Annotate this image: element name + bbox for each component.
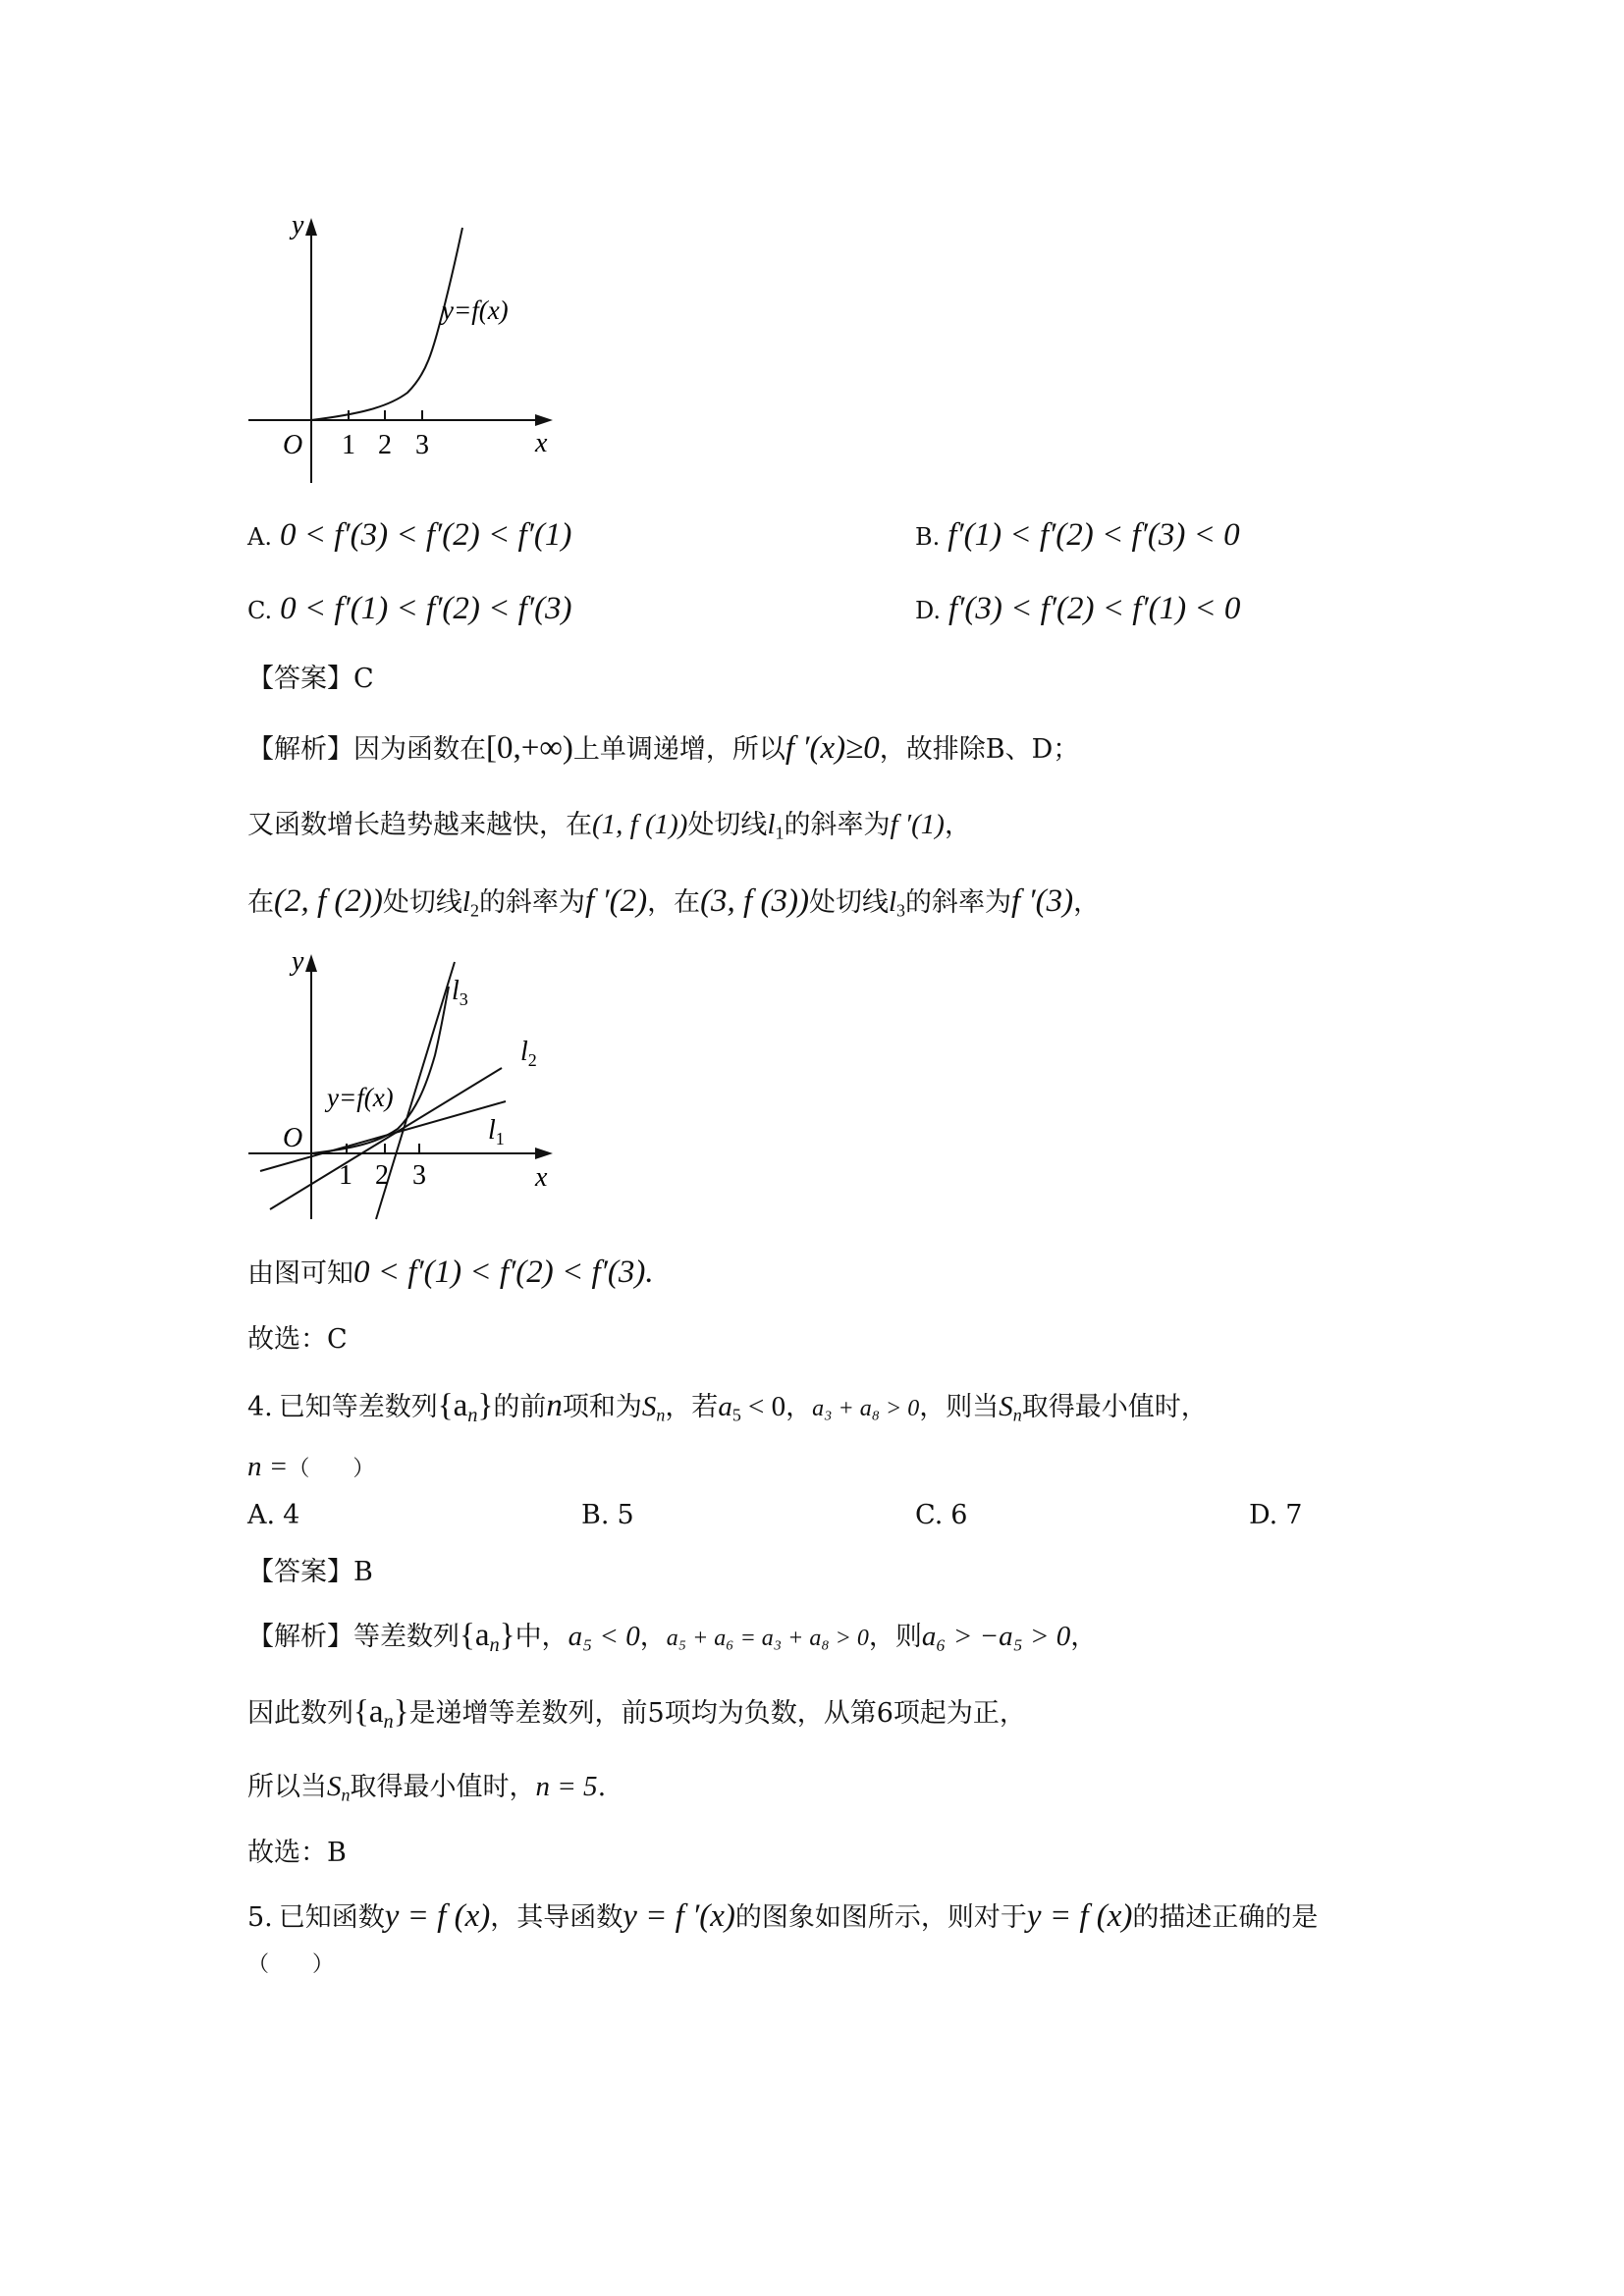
slope-1: f ′(1) [890,809,945,840]
q3-analysis-line-1 [247,728,1079,770]
text: 的斜率为 [905,887,1011,918]
curve-label: y=f(x) [442,295,509,325]
q3-analysis-line-3 [247,881,1100,930]
text: ，其导函数 [490,1902,623,1933]
curve-label: y=f(x) [327,1083,394,1112]
x-axis-arrow [535,414,553,426]
option-value: 7 [1285,1500,1303,1530]
cond-rest: < 0 [740,1391,786,1422]
q3-option-d[interactable] [915,589,1240,630]
option-value: 6 [950,1500,968,1530]
text: ， [639,1622,667,1652]
q4-option-d[interactable] [1249,1496,1302,1535]
label-l2: $l_2$ [520,1037,537,1070]
text: 由图可知 [247,1258,353,1289]
q4-stem-line-1 [247,1386,1208,1435]
text: 处切线 [382,887,462,918]
curve-f [311,987,449,1153]
slope-2: f ′(2) [584,883,648,919]
answer-tag: 【答案】 [247,1557,353,1587]
q4-option-b[interactable] [581,1496,634,1535]
a-symbol: a [718,1391,732,1422]
q5-stem-line-2 [247,1944,334,1985]
option-letter: A. [247,523,272,551]
text: . [597,1772,607,1802]
sum-s [999,1391,1022,1425]
option-letter: A. [247,1500,276,1530]
answer-value: C [353,664,374,694]
option-value: 4 [283,1500,300,1530]
text: 已知函数 [278,1902,385,1933]
text: 是递增等差数列，前5项均为负数，从第6项起为正， [408,1698,1026,1729]
l-subscript: 3 [896,900,905,921]
function-f: y = f (x) [1026,1898,1133,1934]
text: ，故排除B、D； [879,734,1080,765]
text: 因为函数在 [353,734,486,765]
label-l1: $l_1$ [488,1115,505,1148]
text: 所以当 [247,1772,327,1802]
s-symbol: S [327,1771,342,1802]
option-expr: f′(3) < f′(2) < f′(1) < 0 [948,591,1241,626]
seq-close: } [393,1694,409,1730]
q4-analysis-line-2 [247,1692,1026,1741]
s-sub: n [341,1785,351,1805]
condition-1 [718,1391,786,1425]
sum-s [641,1391,666,1425]
seq-sub: n [383,1711,394,1734]
seq-open: {a [437,1388,468,1423]
x-label: x [535,428,548,458]
seq-sub: n [467,1405,478,1427]
q3-option-b[interactable] [915,515,1240,557]
q4-analysis-line-3 [247,1767,606,1814]
point-2: (2, f (2)) [274,883,383,919]
seq-close: } [499,1618,515,1653]
seq-open: {a [460,1618,490,1653]
x-label: x [535,1162,548,1193]
text: ， [1073,887,1101,918]
q4-analysis-line-1 [247,1616,1097,1665]
condition-2: a₃ + a₈ > 0 [812,1396,920,1421]
option-expr: 0 < f′(1) < f′(2) < f′(3) [280,591,572,626]
n-equals: n = [247,1451,289,1482]
tick-label-3: 3 [415,430,429,460]
tick-label-2: 2 [375,1160,389,1191]
slope-3: f ′(3) [1011,883,1074,919]
sequence [437,1388,494,1427]
function-fprime: y = f ′(x) [623,1898,735,1934]
q3-answer [247,660,374,699]
condition-a5: a₅ < 0 [568,1621,640,1652]
text: ， [1070,1622,1098,1652]
text: 取得最小值时， [350,1772,536,1802]
q4-option-c[interactable] [915,1496,967,1535]
interval: [0,+∞) [486,730,573,766]
text: 处切线 [687,810,768,840]
tick-label-1: 1 [342,430,355,460]
text: ，若 [665,1392,719,1422]
analysis-tag: 【解析】 [247,1622,353,1652]
origin-label: O [283,430,303,460]
a-sub: 5 [731,1405,741,1425]
text: 的前 [493,1392,547,1422]
figure-1 [241,206,565,491]
x-axis-arrow [535,1148,553,1159]
text: 又函数增长趋势越来越快，在 [247,810,592,840]
option-letter: D. [915,597,942,624]
option-letter: C. [247,597,273,624]
q3-analysis-line-2 [247,805,971,852]
q4-stem-line-2 [247,1447,374,1489]
figure-2 [241,942,574,1237]
text: ，则 [868,1622,922,1652]
q4-choose: 故选：B [247,1838,347,1868]
q3-conclusion [247,1253,654,1294]
sum-s [327,1771,351,1805]
text: ，在 [647,887,701,918]
origin-label: O [283,1123,303,1153]
y-axis-arrow [305,954,317,972]
seq-open: {a [353,1694,384,1730]
label-l3: $l_3$ [452,976,468,1009]
text: 取得最小值时， [1021,1392,1208,1422]
sequence [353,1694,409,1734]
option-letter: C. [915,1500,944,1530]
point-1: (1, f (1)) [592,809,688,840]
line-l3 [888,886,905,921]
y-label: y [292,210,304,240]
conclusion-expr: 0 < f′(1) < f′(2) < f′(3). [353,1255,654,1290]
condition-sum: a₅ + a₆ = a₃ + a₈ > 0 [666,1626,869,1651]
sequence [460,1618,515,1657]
text: 处切线 [808,887,889,918]
text: 因此数列 [247,1698,353,1729]
s-symbol: S [641,1391,657,1422]
q3-choose: 故选：C [247,1324,348,1355]
text: 在 [247,887,274,918]
text: 的斜率为 [478,887,585,918]
line-l1 [767,809,785,843]
l-subscript: 2 [469,900,479,921]
option-value: 5 [617,1500,634,1530]
seq-sub: n [489,1634,500,1657]
text: 的描述正确的是 [1132,1902,1319,1933]
option-letter: D. [1249,1500,1278,1530]
line-l2 [461,886,479,921]
text: 等差数列 [353,1622,460,1652]
q5-stem-line-1 [247,1896,1318,1938]
var-n: n [546,1388,563,1423]
text: 的图象如图所示，则对于 [734,1902,1027,1933]
answer-value: B [353,1557,373,1587]
y-axis-arrow [305,218,317,236]
y-label: y [292,946,304,977]
text: 项和为 [562,1392,642,1422]
analysis-tag: 【解析】 [247,734,353,765]
s-sub: n [656,1405,666,1425]
q3-option-c[interactable] [247,589,572,630]
q4-option-a[interactable] [247,1496,299,1535]
q3-option-a[interactable] [247,515,571,557]
text: 中， [514,1622,568,1652]
seq-close: } [477,1388,494,1423]
option-letter: B. [581,1500,610,1530]
answer-tag: 【答案】 [247,664,353,694]
curve-f [311,228,462,420]
result: n = 5 [535,1771,598,1802]
text: 上单调递增，所以 [572,734,785,765]
answer-blank: （ ） [288,1457,375,1481]
text: ，则当 [919,1392,1000,1422]
l-symbol: l [767,809,776,840]
l-symbol: l [888,886,897,918]
tick-label-3: 3 [412,1160,426,1191]
text: 的斜率为 [784,810,891,840]
text: 已知等差数列 [278,1392,438,1422]
tick-label-2: 2 [378,430,392,460]
tick-label-1: 1 [339,1160,352,1191]
question-number: 5. [247,1902,273,1933]
q4-answer [247,1553,373,1592]
l-subscript: 1 [775,823,785,843]
option-expr: f′(1) < f′(2) < f′(3) < 0 [947,517,1240,553]
function-f: y = f (x) [384,1898,491,1934]
option-letter: B. [915,523,941,551]
condition-a6: a₆ > −a₅ > 0 [921,1621,1071,1652]
s-symbol: S [999,1391,1013,1422]
option-expr: 0 < f′(3) < f′(2) < f′(1) [279,517,572,553]
s-sub: n [1012,1405,1022,1425]
question-number: 4. [247,1392,273,1422]
l-symbol: l [461,886,470,918]
point-3: (3, f (3)) [700,883,809,919]
answer-blank: （ ） [247,1952,335,1977]
text: ， [785,1392,813,1422]
text: ， [944,810,971,840]
derivative-condition: f ′(x)≥0 [785,730,880,766]
